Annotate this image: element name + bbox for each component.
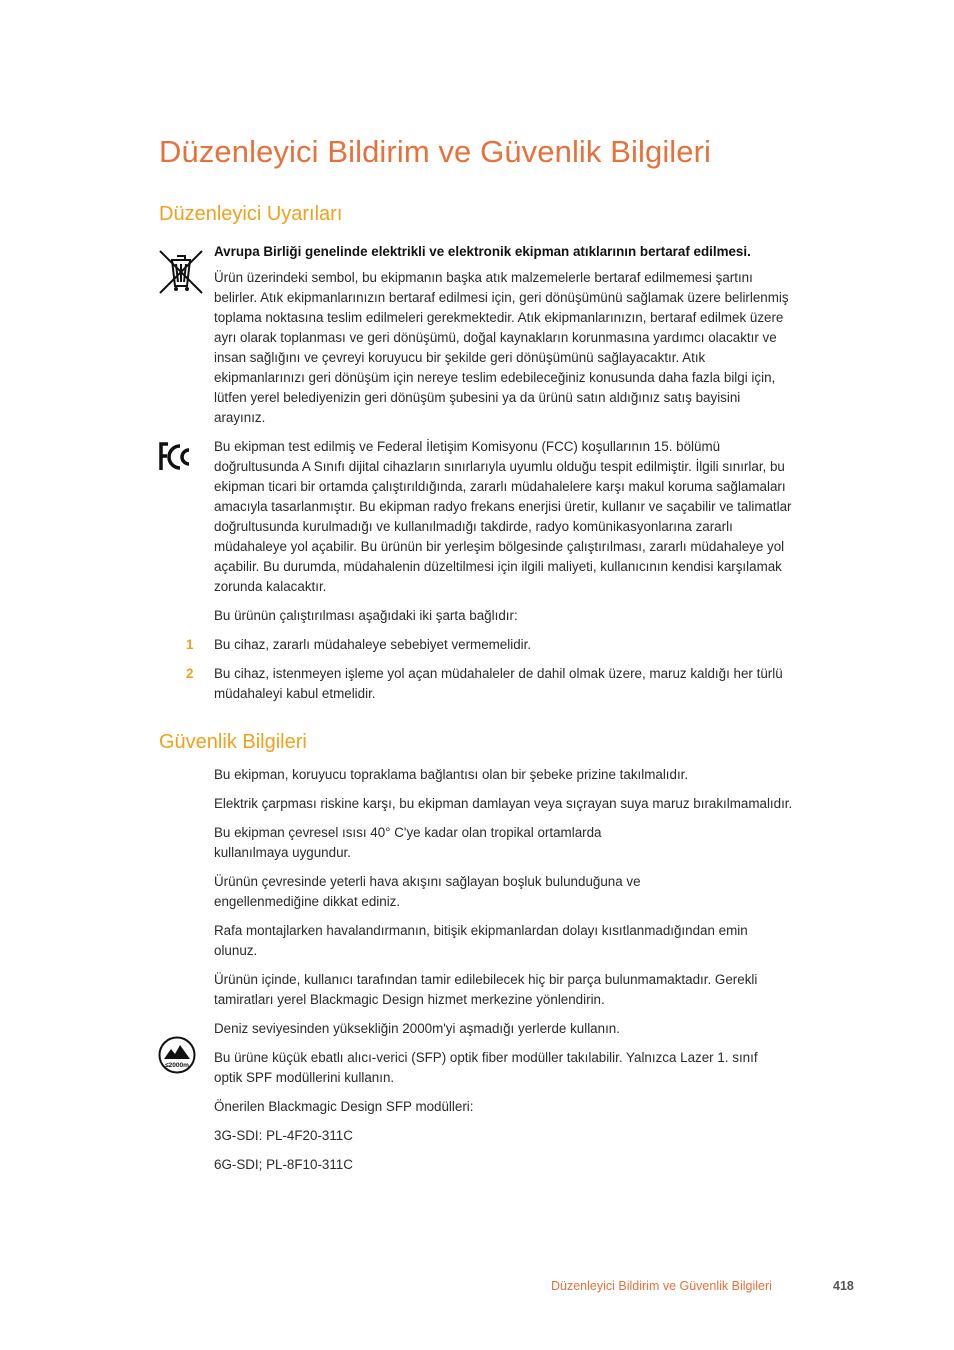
page-number: 418 — [833, 1279, 854, 1293]
regulatory-heading: Düzenleyici Uyarıları — [159, 203, 343, 225]
fcc-section — [186, 437, 794, 713]
altitude-icon-label: ≤2000m — [165, 1062, 189, 1069]
list-text: Bu cihaz, istenmeyen işleme yol açan müdahaleler de dahil olmak üzere, maruz kaldığı her türlü müdahaleyi kabul etmelidir. — [214, 666, 783, 701]
list-number: 1 — [186, 637, 194, 652]
safety-paragraph: Ürünün çevresinde yeterli hava akışını sağlayan boşluk bulunduğuna ve engellenmediğine dikkat ediniz. — [214, 874, 641, 909]
conditions-intro: Bu ürünün çalıştırılması aşağıdaki iki şarta bağlıdır: — [214, 608, 518, 623]
safety-heading: Güvenlik Bilgileri — [159, 731, 307, 753]
weee-section — [214, 242, 794, 437]
safety-paragraph: Deniz seviyesinden yüksekliğin 2000m'yi aşmadığı yerlerde kullanın. — [214, 1021, 620, 1036]
safety-paragraph: Rafa montajlarken havalandırmanın, bitişik ekipmanlardan dolayı kısıtlanmadığından emin olunuz. — [214, 923, 748, 958]
safety-paragraph: Önerilen Blackmagic Design SFP modülleri: — [214, 1099, 474, 1114]
footer-section-title: Düzenleyici Bildirim ve Güvenlik Bilgileri — [551, 1279, 772, 1293]
safety-paragraph: Bu ekipman, koruyucu topraklama bağlantısı olan bir şebeke prizine takılmalıdır. — [214, 767, 689, 782]
list-item — [186, 635, 794, 655]
safety-section — [214, 765, 794, 1184]
page-title: Düzenleyici Bildirim ve Güvenlik Bilgileri — [159, 134, 712, 169]
safety-paragraph: Ürünün içinde, kullanıcı tarafından tamir edilebilecek hiç bir parça bulunmamaktadır. Gerekli tamiratları yerel Blackmagic Design hizmet merkezine yönlendirin. — [214, 972, 758, 1007]
safety-paragraph: Bu ürüne küçük ebatlı alıcı-verici (SFP) optik fiber modüller takılabilir. Yalnızca Lazer 1. sınıf optik SPF modüllerini kullanın. — [214, 1050, 758, 1085]
safety-paragraph: Bu ekipman çevresel ısısı 40° C'ye kadar olan tropikal ortamlarda kullanılmaya uygundur. — [214, 825, 602, 860]
list-text: Bu cihaz, zararlı müdahaleye sebebiyet vermemelidir. — [214, 637, 532, 652]
safety-paragraph: 3G-SDI: PL-4F20-311C — [214, 1128, 353, 1143]
altitude-limit-icon — [158, 1036, 196, 1074]
list-number: 2 — [186, 666, 194, 681]
list-item — [186, 664, 794, 704]
weee-paragraph: Ürün üzerindeki sembol, bu ekipmanın başka atık malzemelerle bertaraf edilmemesi şartını belirler. Atık ekipmanlarınızın bertaraf edilmesi için, geri dönüşümünü sağlamak üzere belirlenmiş toplama noktasına teslim edilmeleri gerekmektedir. Atık ekipmanlarınızın, bertaraf edilmek üzere ayrı olarak toplanması ve geri dönüşümü, doğal kaynakların korunmasına yardımcı olacaktır ve insan sağlığını ve çevreyi koruyucu bir şekilde geri dönüşümünü sağlayacaktır. Atık ekipmanlarınızı geri dönüşüm için nereye teslim edebileceğiniz konusunda daha fazla bilgi için, lütfen yerel belediyenizin geri dönüşüm şubesini ya da ürünü satın aldığınız satış bayisini arayınız. — [214, 270, 789, 425]
safety-paragraph: Elektrik çarpması riskine karşı, bu ekipman damlayan veya sıçrayan suya maruz bırakılmamalıdır. — [214, 796, 793, 811]
weee-lead: Avrupa Birliği genelinde elektrikli ve elektronik ekipman atıklarının bertaraf edilmesi. — [214, 244, 751, 259]
safety-paragraph: 6G-SDI; PL-8F10-311C — [214, 1157, 353, 1172]
fcc-logo-icon — [158, 441, 194, 473]
fcc-paragraph: Bu ekipman test edilmiş ve Federal İletişim Komisyonu (FCC) koşullarının 15. bölümü doğrultusunda A Sınıfı dijital cihazların sınırlarıyla uyumlu olduğu tespit edilmiştir. İlgili sınırlar, bu ekipman ticari bir ortamda çalıştırıldığında, zararlı müdahalelere karşı makul koruma sağlamaları amacıyla tasarlanmıştır. Bu ekipman radyo frekans enerjisi üretir, kullanır ve saçabilir ve talimatlar doğrultusunda kurulmadığı ve kullanılmadığı takdirde, radyo komünikasyonlarına zararlı müdahaleye yol açabilir. Bu ürünün bir yerleşim bölgesinde çalıştırılması, zararlı müdahaleye yol açabilir. Bu durumda, müdahalenin düzeltilmesi için ilgili maliyeti, kullanıcının kendisi karşılamak zorunda kalacaktır. — [214, 439, 792, 594]
crossed-out-wheelie-bin-icon — [157, 248, 205, 296]
